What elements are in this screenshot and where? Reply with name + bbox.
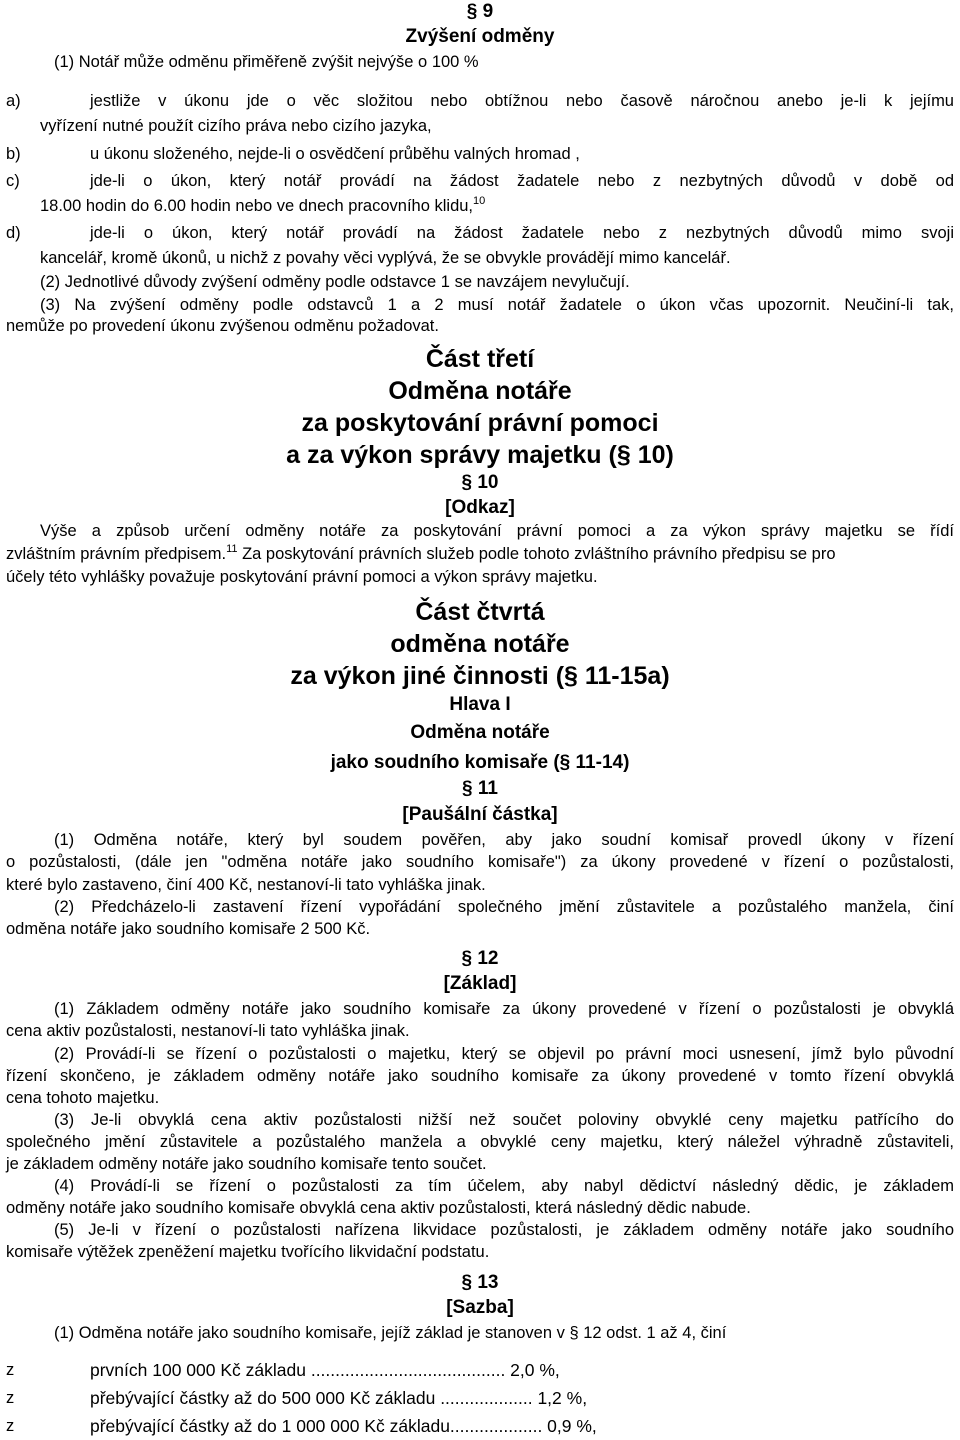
- section-10-line1: Výše a způsob určení odměny notáře za poskytování právní pomoci a za výkon správy majetku se řídí: [40, 522, 954, 540]
- section-10-line2-b: Za poskytování právních služeb podle tohoto zvláštního právního předpisu se pro: [237, 545, 836, 563]
- section-11-par1-line1: (1) Odměna notáře, který byl soudem pověřen, aby jako soudní komisař provedl úkony v řízení: [54, 831, 954, 849]
- rate-3-prefix: z: [6, 1417, 15, 1435]
- section-11-heading: [Paušální částka]: [402, 804, 558, 825]
- item-a-line2: vyřízení nutné použít cizího práva nebo cizího jazyka,: [40, 117, 432, 135]
- section-12-heading: [Základ]: [443, 973, 517, 994]
- section-9-par3-line1: (3) Na zvýšení odměny podle odstavců 1 a 2 musí notář žadatele o úkon včas upozornit. Neučiní-li tak,: [40, 296, 954, 314]
- section-11-par1-line2: o pozůstalosti, (dále jen "odměna notáře jako soudního komisaře") za úkony provedené v řízení o pozůstalosti,: [6, 853, 954, 871]
- part-3-title: Část třetí: [425, 345, 535, 373]
- section-12-par2-line2: řízení skončeno, je základem odměny notáře jako soudního komisaře za úkony provedené v tomto řízení obvyklá: [6, 1067, 954, 1085]
- part-3-subtitle-1: Odměna notáře: [388, 377, 572, 405]
- item-a-label: a): [6, 92, 21, 110]
- section-12-par5-line2: komisaře výtěžek zpeněžení majetku tvořícího likvidační podstatu.: [6, 1243, 490, 1261]
- item-c-line2-text: 18.00 hodin do 6.00 hodin nebo ve dnech pracovního klidu,: [40, 197, 474, 215]
- section-11-par1-line3: které bylo zastaveno, činí 400 Kč, nestanoví-li tato vyhláška jinak.: [6, 876, 486, 894]
- section-9-sign: § 9: [466, 1, 494, 22]
- section-12-par2-line3: cena tohoto majetku.: [6, 1089, 160, 1107]
- section-11-sign: § 11: [462, 778, 498, 799]
- head-1-title: Hlava I: [449, 694, 511, 715]
- section-10-line3: účely této vyhlášky považuje poskytování právní pomoci a výkon správy majetku.: [6, 568, 598, 586]
- item-b-label: b): [6, 145, 21, 163]
- section-9-par3-line2: nemůže po provedení úkonu zvýšenou odměnu požadovat.: [6, 317, 439, 335]
- section-12-par1-line1: (1) Základem odměny notáře jako soudního komisaře za úkony provedené v řízení o pozůstalosti je obvyklá: [54, 1000, 954, 1018]
- section-11-par2-line1: (2) Předcházelo-li zastavení řízení vypořádání společného jmění zůstavitele a pozůstalého manžela, činí: [54, 898, 954, 916]
- section-12-par4-line1: (4) Provádí-li se řízení o pozůstalosti za tím účelem, aby nabyl dědictví následný dědic, je základem: [54, 1177, 954, 1195]
- rate-2-text: přebývající částky až do 500 000 Kč základu ................... 1,2 %,: [90, 1388, 588, 1408]
- item-d-line2: kancelář, kromě úkonů, u nichž z povahy věci vyplývá, že se obvykle provádějí mimo kancelář.: [40, 249, 731, 267]
- section-13-sign: § 13: [461, 1272, 499, 1293]
- head-1-subtitle-2: jako soudního komisaře (§ 11-14): [330, 752, 630, 773]
- item-d-line1: jde-li o úkon, který notář provádí na žádost žadatele nebo z nezbytných důvodů mimo svoji: [90, 224, 954, 242]
- item-c-label: c): [6, 172, 20, 190]
- section-12-par3-line1: (3) Je-li obvyklá cena aktiv pozůstalosti nižší než součet poloviny obvyklé ceny majetku patřícího do: [54, 1111, 954, 1129]
- section-12-par5-line1: (5) Je-li v řízení o pozůstalosti nařízena likvidace pozůstalosti, je základem odměny notáře jako soudního: [54, 1221, 954, 1239]
- section-12-sign: § 12: [461, 948, 499, 969]
- item-b-line1: u úkonu složeného, nejde-li o osvědčení průběhu valných hromad ,: [90, 145, 580, 163]
- head-1-subtitle-1: Odměna notáře: [410, 722, 550, 743]
- section-10-sign: § 10: [461, 472, 499, 493]
- item-c-line2: [40, 196, 485, 216]
- section-13-intro: (1) Odměna notáře jako soudního komisaře, jejíž základ je stanoven v § 12 odst. 1 až 4, činí: [54, 1324, 727, 1342]
- section-9-title: Zvýšení odměny: [405, 26, 555, 47]
- section-12-par1-line2: cena aktiv pozůstalosti, nestanoví-li tato vyhláška jinak.: [6, 1022, 410, 1040]
- section-13-heading: [Sazba]: [446, 1297, 514, 1318]
- section-12-par3-line2: společného jmění zůstavitele a pozůstalého manžela a obvyklé ceny majetku, který náležel výhradně zůstaviteli,: [6, 1133, 954, 1151]
- section-9-intro: (1) Notář může odměnu přiměřeně zvýšit nejvýše o 100 %: [54, 53, 479, 71]
- part-4-title: Část čtvrtá: [415, 598, 545, 626]
- section-10-line2: [6, 544, 954, 564]
- rate-1-prefix: z: [6, 1361, 15, 1379]
- section-11-par2-line2: odměna notáře jako soudního komisaře 2 500 Kč.: [6, 920, 371, 938]
- footnote-ref-10: 10: [473, 195, 486, 207]
- part-3-subtitle-2: za poskytování právní pomoci: [301, 409, 659, 437]
- rate-1-text: prvních 100 000 Kč základu ........................................ 2,0 %,: [90, 1360, 560, 1380]
- rate-3-text: přebývající částky až do 1 000 000 Kč základu................... 0,9 %,: [90, 1416, 597, 1436]
- part-4-subtitle-2: za výkon jiné činnosti (§ 11-15a): [290, 662, 670, 690]
- section-9-par2: (2) Jednotlivé důvody zvýšení odměny podle odstavce 1 se navzájem nevylučují.: [40, 273, 630, 291]
- part-4-subtitle-1: odměna notáře: [390, 630, 570, 658]
- item-d-label: d): [6, 224, 21, 242]
- rate-2-prefix: z: [6, 1389, 15, 1407]
- section-10-heading: [Odkaz]: [445, 497, 515, 518]
- footnote-ref-11: 11: [226, 543, 238, 555]
- section-12-par2-line1: (2) Provádí-li se řízení o pozůstalosti o majetku, který se objevil po právní moci usnesení, jímž bylo původní: [54, 1045, 954, 1063]
- item-a-line1: jestliže v úkonu jde o věc složitou nebo obtížnou nebo časově náročnou anebo je-li k jejímu: [90, 92, 954, 110]
- item-c-line1: jde-li o úkon, který notář provádí na žádost žadatele nebo z nezbytných důvodů v době od: [90, 172, 954, 190]
- section-10-line2-a: zvláštním právním předpisem.: [6, 545, 227, 563]
- section-12-par3-line3: je základem odměny notáře jako soudního komisaře tento součet.: [6, 1155, 487, 1173]
- section-12-par4-line2: odměny notáře jako soudního komisaře obvyklá cena aktiv pozůstalosti, která následný dědic nabude.: [6, 1199, 751, 1217]
- part-3-subtitle-3: a za výkon správy majetku (§ 10): [286, 441, 674, 469]
